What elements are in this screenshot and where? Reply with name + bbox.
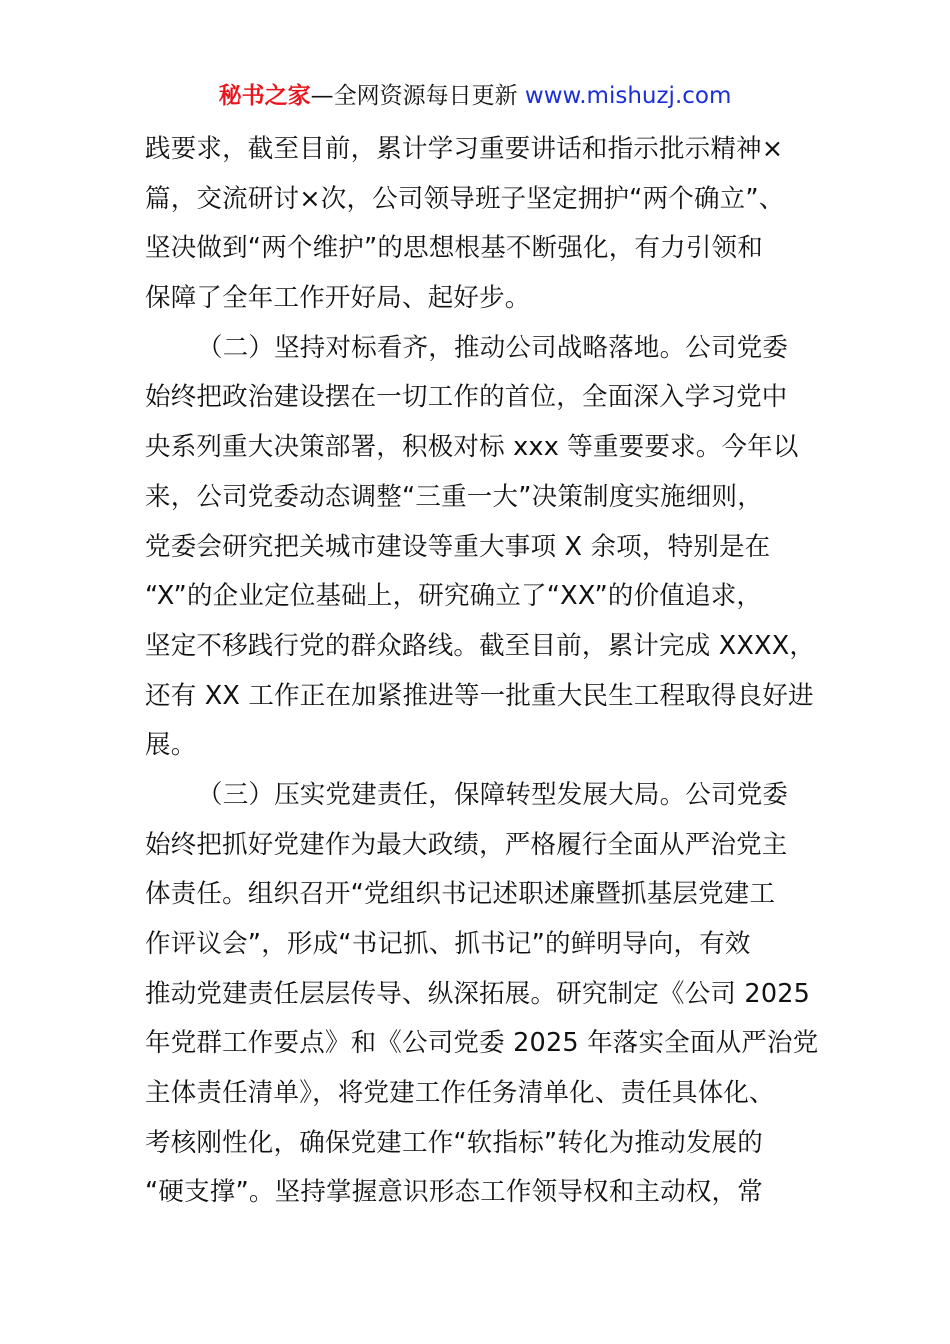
text-line: 主体责任清单》，将党建工作任务清单化、责任具体化、 xyxy=(145,1078,775,1109)
text-line: 年党群工作要点》和《公司党委 2025 年落实全面从严治党 xyxy=(145,1028,819,1059)
text-line: 央系列重大决策部署，积极对标 xxx 等重要要求。今年以 xyxy=(145,432,799,463)
text-line: 还有 XX 工作正在加紧推进等一批重大民生工程取得良好进 xyxy=(145,680,814,711)
text-line: 保障了全年工作开好局、起好步。 xyxy=(145,283,531,314)
site-header xyxy=(0,80,950,112)
text-line: 坚决做到“两个维护”的思想根基不断强化，有力引领和 xyxy=(145,233,763,264)
text-line: 推动党建责任层层传导、纵深拓展。研究制定《公司 2025 xyxy=(145,978,811,1009)
text-line: 体责任。组织召开“党组织书记述职述廉暨抓基层党建工 xyxy=(145,879,776,910)
document-body xyxy=(145,125,819,1218)
section-heading-line: （三）压实党建责任，保障转型发展大局。公司党委 xyxy=(197,779,789,810)
text-line: 来，公司党委动态调整“三重一大”决策制度实施细则， xyxy=(145,481,763,512)
text-line: 作评议会”，形成“书记抓、抓书记”的鲜明导向，有效 xyxy=(145,929,751,959)
text-line: 篇，交流研讨×次，公司领导班子坚定拥护“两个确立”、 xyxy=(145,183,785,214)
text-line: “X”的企业定位基础上，研究确立了“XX”的价值追求， xyxy=(145,581,763,612)
text-line: 党委会研究把关城市建设等重大事项 X 余项，特别是在 xyxy=(145,531,771,562)
text-line: 始终把抓好党建作为最大政绩，严格履行全面从严治党主 xyxy=(145,829,788,860)
section-heading-line: （二）坚持对标看齐，推动公司战略落地。公司党委 xyxy=(197,332,789,363)
text-line: “硬支撑”。坚持掌握意识形态工作领导权和主动权，常 xyxy=(145,1177,763,1208)
text-line: 践要求，截至目前，累计学习重要讲话和指示批示精神× xyxy=(145,134,784,164)
text-line: 坚定不移践行党的群众路线。截至目前，累计完成 XXXX， xyxy=(145,630,816,661)
site-url-link[interactable]: www.mishuzj.com xyxy=(524,83,732,109)
text-line: 考核刚性化，确保党建工作“软指标”转化为推动发展的 xyxy=(145,1127,763,1158)
text-line: 展。 xyxy=(145,730,197,761)
site-brand: 秘书之家 xyxy=(218,83,311,109)
text-line: 始终把政治建设摆在一切工作的首位，全面深入学习党中 xyxy=(145,382,788,413)
site-tagline: —全网资源每日更新 xyxy=(310,83,518,109)
